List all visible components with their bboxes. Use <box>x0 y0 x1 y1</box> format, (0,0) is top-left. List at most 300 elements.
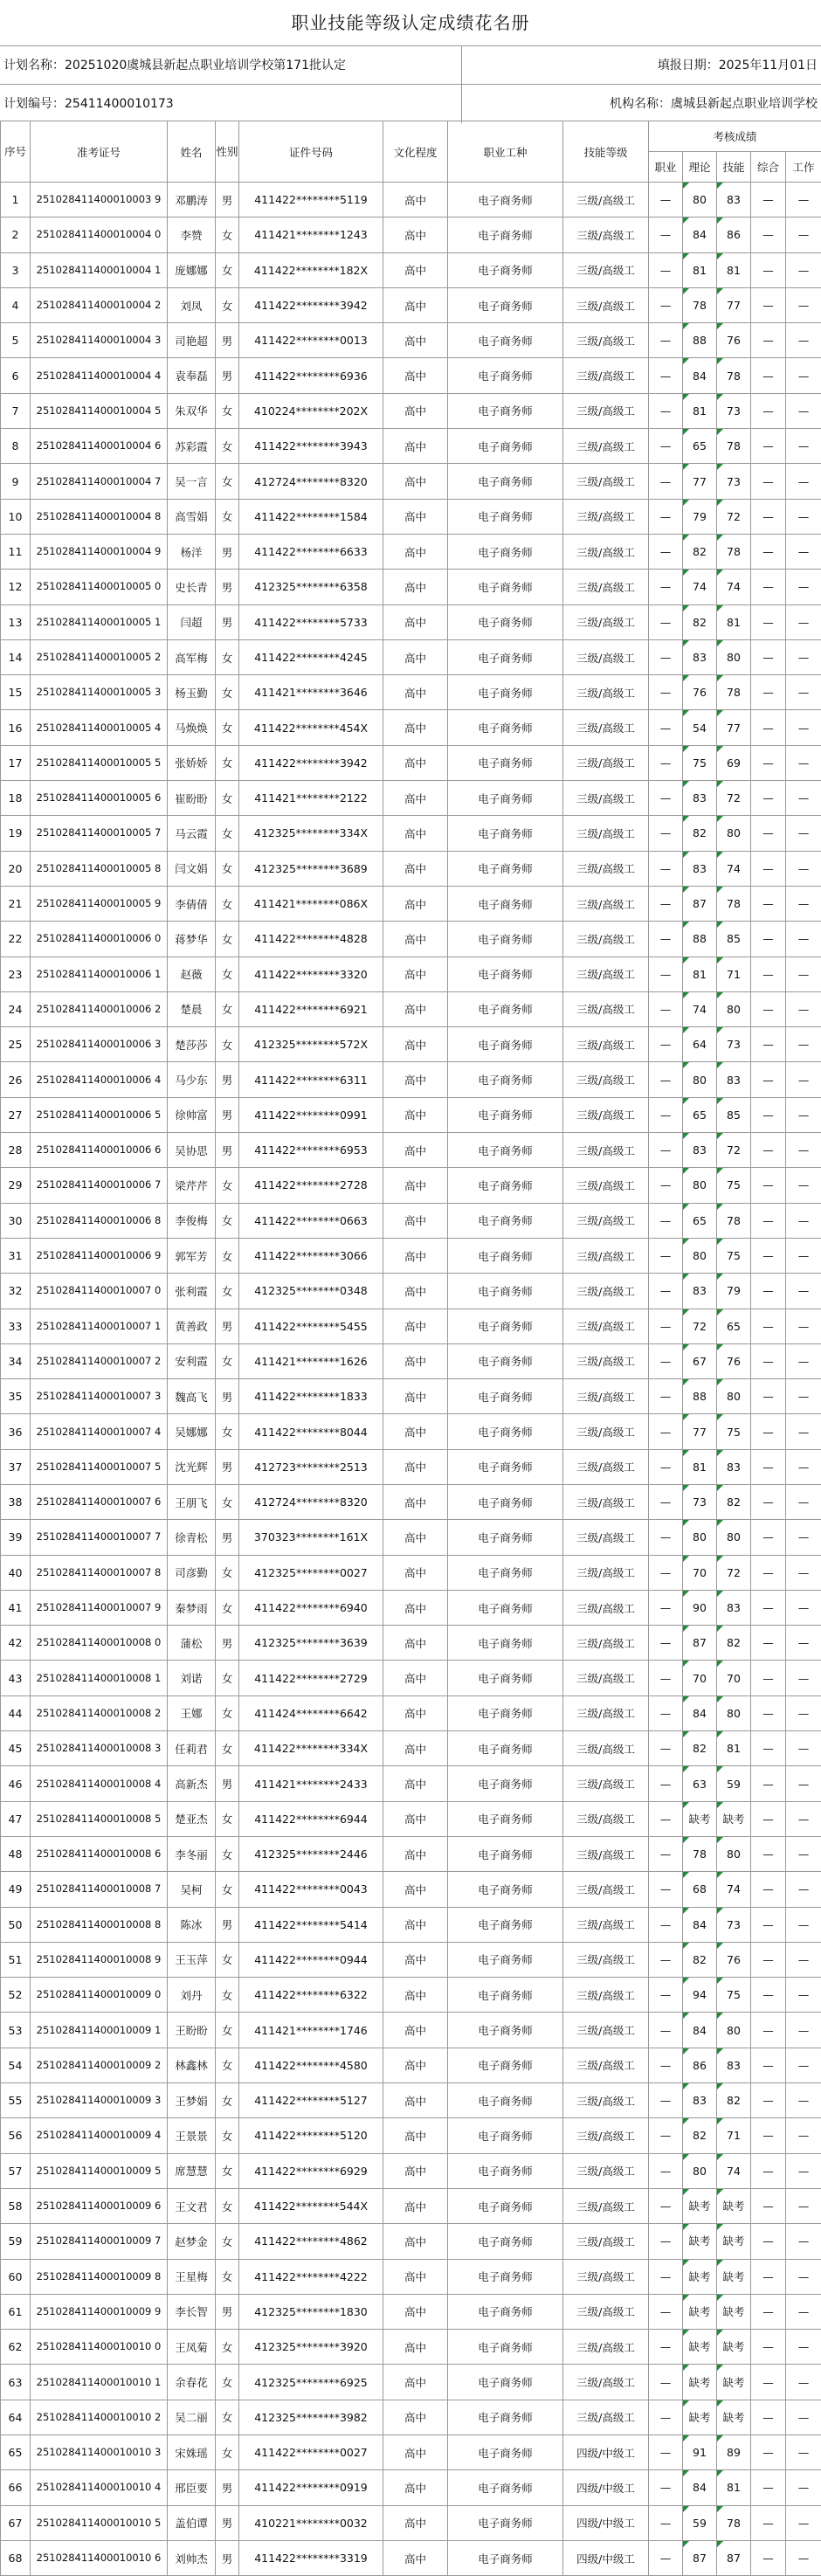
score-ll-cell: 88 <box>683 323 717 358</box>
exam-no-cell: 251028411400010006 7 <box>31 1168 168 1203</box>
gender-cell: 女 <box>216 710 239 745</box>
score-zh-cell: — <box>751 2365 786 2400</box>
table-row <box>1 2365 821 2400</box>
score-zy-cell: — <box>649 2153 683 2188</box>
plan-no-row <box>0 84 821 123</box>
score-zh-cell: — <box>751 781 786 816</box>
seq-cell: 62 <box>1 2330 31 2365</box>
score-zy-cell: — <box>649 604 683 639</box>
score-jn-cell: 89 <box>717 2435 751 2470</box>
score-ll-cell: 65 <box>683 429 717 464</box>
level-cell: 三级/高级工 <box>563 323 649 358</box>
seq-cell: 45 <box>1 1731 31 1766</box>
score-ll-cell: 64 <box>683 1027 717 1062</box>
id-no-cell: 411422********4222 <box>239 2259 383 2294</box>
score-zy-cell: — <box>649 745 683 780</box>
level-cell: 三级/高级工 <box>563 1379 649 1414</box>
education-cell: 高中 <box>383 1414 448 1449</box>
gender-cell: 男 <box>216 1309 239 1343</box>
header-name: 姓名 <box>168 121 216 183</box>
education-cell: 高中 <box>383 534 448 569</box>
exam-no-cell: 251028411400010005 4 <box>31 710 168 745</box>
level-cell: 三级/高级工 <box>563 851 649 886</box>
id-no-cell: 412325********2446 <box>239 1836 383 1871</box>
occupation-cell: 电子商务师 <box>448 1766 563 1801</box>
table-row <box>1 957 821 991</box>
name-cell: 闫超 <box>168 604 216 639</box>
gender-cell: 女 <box>216 957 239 991</box>
education-cell: 高中 <box>383 218 448 252</box>
score-ll-cell: 84 <box>683 358 717 393</box>
org-name <box>610 85 818 123</box>
occupation-cell: 电子商务师 <box>448 639 563 674</box>
exam-no-cell: 251028411400010008 8 <box>31 1907 168 1942</box>
score-zh-cell: — <box>751 816 786 851</box>
plan-info-row <box>0 45 821 85</box>
score-gz-cell: — <box>786 1695 821 1730</box>
seq-cell: 11 <box>1 534 31 569</box>
occupation-cell: 电子商务师 <box>448 1731 563 1766</box>
table-row <box>1 2083 821 2118</box>
occupation-cell: 电子商务师 <box>448 675 563 710</box>
exam-no-cell: 251028411400010009 3 <box>31 2083 168 2118</box>
name-cell: 王凤菊 <box>168 2330 216 2365</box>
level-cell: 三级/高级工 <box>563 1555 649 1590</box>
score-jn-cell: 缺考 <box>717 2365 751 2400</box>
score-zy-cell: — <box>649 675 683 710</box>
score-zy-cell: — <box>649 2294 683 2329</box>
report-date-label: 填报日期： <box>658 59 719 73</box>
level-cell: 三级/高级工 <box>563 1942 649 1977</box>
score-zh-cell: — <box>751 1801 786 1836</box>
exam-no-cell: 251028411400010007 2 <box>31 1343 168 1378</box>
exam-no-cell: 251028411400010010 6 <box>31 2540 168 2575</box>
name-cell: 邢臣要 <box>168 2470 216 2505</box>
header-score-col: 职业 <box>649 152 683 183</box>
exam-no-cell: 251028411400010007 5 <box>31 1449 168 1484</box>
name-cell: 余春花 <box>168 2365 216 2400</box>
score-jn-cell: 缺考 <box>717 2330 751 2365</box>
score-zy-cell: — <box>649 639 683 674</box>
occupation-cell: 电子商务师 <box>448 1203 563 1238</box>
id-no-cell: 411422********0663 <box>239 1203 383 1238</box>
education-cell: 高中 <box>383 2048 448 2082</box>
score-zy-cell: — <box>649 2400 683 2434</box>
gender-cell: 男 <box>216 534 239 569</box>
score-gz-cell: — <box>786 675 821 710</box>
exam-no-cell: 251028411400010008 7 <box>31 1872 168 1907</box>
table-row <box>1 1766 821 1801</box>
education-cell: 高中 <box>383 1449 448 1484</box>
score-gz-cell: — <box>786 1449 821 1484</box>
level-cell: 三级/高级工 <box>563 1027 649 1062</box>
score-ll-cell: 87 <box>683 886 717 921</box>
score-ll-cell: 83 <box>683 1133 717 1168</box>
seq-cell: 54 <box>1 2048 31 2082</box>
level-cell: 三级/高级工 <box>563 1097 649 1132</box>
education-cell: 高中 <box>383 183 448 218</box>
education-cell: 高中 <box>383 464 448 499</box>
education-cell: 高中 <box>383 358 448 393</box>
score-jn-cell: 73 <box>717 464 751 499</box>
score-zh-cell: — <box>751 287 786 322</box>
table-row <box>1 922 821 957</box>
score-zh-cell: — <box>751 1274 786 1309</box>
gender-cell: 女 <box>216 1414 239 1449</box>
level-cell: 三级/高级工 <box>563 745 649 780</box>
seq-cell: 26 <box>1 1062 31 1097</box>
level-cell: 三级/高级工 <box>563 1414 649 1449</box>
seq-cell: 5 <box>1 323 31 358</box>
score-zy-cell: — <box>649 1203 683 1238</box>
score-jn-cell: 缺考 <box>717 2259 751 2294</box>
exam-no-cell: 251028411400010004 9 <box>31 534 168 569</box>
table-row <box>1 781 821 816</box>
occupation-cell: 电子商务师 <box>448 1343 563 1378</box>
score-ll-cell: 59 <box>683 2505 717 2540</box>
level-cell: 三级/高级工 <box>563 1520 649 1555</box>
gender-cell: 男 <box>216 570 239 604</box>
score-zh-cell: — <box>751 2188 786 2223</box>
score-gz-cell: — <box>786 534 821 569</box>
gender-cell: 女 <box>216 1203 239 1238</box>
score-jn-cell: 72 <box>717 1133 751 1168</box>
exam-no-cell: 251028411400010008 5 <box>31 1801 168 1836</box>
score-gz-cell: — <box>786 1801 821 1836</box>
gender-cell: 女 <box>216 499 239 534</box>
score-table <box>0 121 821 2576</box>
score-jn-cell: 86 <box>717 218 751 252</box>
score-jn-cell: 缺考 <box>717 2188 751 2223</box>
plan-name <box>3 46 346 85</box>
education-cell: 高中 <box>383 2013 448 2048</box>
occupation-cell: 电子商务师 <box>448 534 563 569</box>
score-zh-cell: — <box>751 1836 786 1871</box>
score-gz-cell: — <box>786 781 821 816</box>
education-cell: 高中 <box>383 429 448 464</box>
occupation-cell: 电子商务师 <box>448 991 563 1026</box>
occupation-cell: 电子商务师 <box>448 2153 563 2188</box>
exam-no-cell: 251028411400010008 2 <box>31 1695 168 1730</box>
score-gz-cell: — <box>786 1836 821 1871</box>
org-name-label: 机构名称： <box>610 97 671 111</box>
score-zh-cell: — <box>751 464 786 499</box>
score-ll-cell: 80 <box>683 1062 717 1097</box>
name-cell: 王梦娟 <box>168 2083 216 2118</box>
name-cell: 张利霞 <box>168 1274 216 1309</box>
score-zy-cell: — <box>649 287 683 322</box>
score-ll-cell: 94 <box>683 1978 717 2013</box>
plan-no-value: 25411400010173 <box>65 97 174 111</box>
score-zh-cell: — <box>751 1449 786 1484</box>
occupation-cell: 电子商务师 <box>448 358 563 393</box>
occupation-cell: 电子商务师 <box>448 499 563 534</box>
education-cell: 高中 <box>383 1379 448 1414</box>
score-zy-cell: — <box>649 1414 683 1449</box>
name-cell: 秦梦雨 <box>168 1590 216 1625</box>
table-row <box>1 570 821 604</box>
level-cell: 三级/高级工 <box>563 1766 649 1801</box>
occupation-cell: 电子商务师 <box>448 710 563 745</box>
gender-cell: 男 <box>216 2505 239 2540</box>
level-cell: 三级/高级工 <box>563 1343 649 1378</box>
table-row <box>1 2048 821 2082</box>
seq-cell: 6 <box>1 358 31 393</box>
seq-cell: 61 <box>1 2294 31 2329</box>
id-no-cell: 411422********6311 <box>239 1062 383 1097</box>
education-cell: 高中 <box>383 922 448 957</box>
table-row <box>1 1836 821 1871</box>
name-cell: 吴二丽 <box>168 2400 216 2434</box>
score-zy-cell: — <box>649 464 683 499</box>
level-cell: 三级/高级工 <box>563 1274 649 1309</box>
score-ll-cell: 84 <box>683 218 717 252</box>
score-jn-cell: 78 <box>717 534 751 569</box>
occupation-cell: 电子商务师 <box>448 745 563 780</box>
name-cell: 盖伯谭 <box>168 2505 216 2540</box>
score-jn-cell: 71 <box>717 2118 751 2153</box>
table-row <box>1 1626 821 1661</box>
id-no-cell: 411421********3646 <box>239 675 383 710</box>
id-no-cell: 412325********6925 <box>239 2365 383 2400</box>
gender-cell: 男 <box>216 2470 239 2505</box>
table-row <box>1 2294 821 2329</box>
gender-cell: 男 <box>216 1907 239 1942</box>
score-zh-cell: — <box>751 886 786 921</box>
score-ll-cell: 84 <box>683 1907 717 1942</box>
seq-cell: 23 <box>1 957 31 991</box>
score-zy-cell: — <box>649 534 683 569</box>
id-no-cell: 410221********0032 <box>239 2505 383 2540</box>
seq-cell: 39 <box>1 1520 31 1555</box>
occupation-cell: 电子商务师 <box>448 1695 563 1730</box>
score-ll-cell: 78 <box>683 1836 717 1871</box>
seq-cell: 19 <box>1 816 31 851</box>
plan-name-value: 20251020虞城县新起点职业培训学校第171批认定 <box>65 59 346 73</box>
score-ll-cell: 缺考 <box>683 2259 717 2294</box>
exam-no-cell: 251028411400010009 9 <box>31 2294 168 2329</box>
education-cell: 高中 <box>383 1942 448 1977</box>
gender-cell: 女 <box>216 816 239 851</box>
level-cell: 三级/高级工 <box>563 534 649 569</box>
score-zy-cell: — <box>649 393 683 428</box>
table-row <box>1 1168 821 1203</box>
id-no-cell: 411422********6322 <box>239 1978 383 2013</box>
level-cell: 三级/高级工 <box>563 2259 649 2294</box>
score-jn-cell: 85 <box>717 1097 751 1132</box>
name-cell: 闫文娟 <box>168 851 216 886</box>
score-zh-cell: — <box>751 429 786 464</box>
header-score-col: 工作 <box>786 152 821 183</box>
score-zh-cell: — <box>751 2083 786 2118</box>
education-cell: 高中 <box>383 2400 448 2434</box>
level-cell: 三级/高级工 <box>563 816 649 851</box>
score-jn-cell: 75 <box>717 1168 751 1203</box>
education-cell: 高中 <box>383 1555 448 1590</box>
exam-no-cell: 251028411400010006 0 <box>31 922 168 957</box>
score-ll-cell: 80 <box>683 2153 717 2188</box>
education-cell: 高中 <box>383 1661 448 1695</box>
score-zy-cell: — <box>649 183 683 218</box>
score-zy-cell: — <box>649 2470 683 2505</box>
seq-cell: 8 <box>1 429 31 464</box>
level-cell: 三级/高级工 <box>563 1801 649 1836</box>
name-cell: 沈光辉 <box>168 1449 216 1484</box>
score-gz-cell: — <box>786 2294 821 2329</box>
seq-cell: 27 <box>1 1097 31 1132</box>
name-cell: 朱双华 <box>168 393 216 428</box>
score-jn-cell: 83 <box>717 1449 751 1484</box>
id-no-cell: 411422********6921 <box>239 991 383 1026</box>
exam-no-cell: 251028411400010006 3 <box>31 1027 168 1062</box>
table-row <box>1 1520 821 1555</box>
score-jn-cell: 59 <box>717 1766 751 1801</box>
exam-no-cell: 251028411400010007 3 <box>31 1379 168 1414</box>
name-cell: 高军梅 <box>168 639 216 674</box>
seq-cell: 32 <box>1 1274 31 1309</box>
education-cell: 高中 <box>383 1590 448 1625</box>
occupation-cell: 电子商务师 <box>448 1555 563 1590</box>
score-gz-cell: — <box>786 464 821 499</box>
score-zh-cell: — <box>751 1590 786 1625</box>
score-jn-cell: 缺考 <box>717 2224 751 2259</box>
score-jn-cell: 83 <box>717 2048 751 2082</box>
score-gz-cell: — <box>786 816 821 851</box>
level-cell: 三级/高级工 <box>563 2400 649 2434</box>
exam-no-cell: 251028411400010010 2 <box>31 2400 168 2434</box>
table-row <box>1 886 821 921</box>
level-cell: 三级/高级工 <box>563 1168 649 1203</box>
id-no-cell: 411422********4828 <box>239 922 383 957</box>
score-zy-cell: — <box>649 1449 683 1484</box>
table-row <box>1 1449 821 1484</box>
score-zy-cell: — <box>649 1907 683 1942</box>
score-gz-cell: — <box>786 1907 821 1942</box>
education-cell: 高中 <box>383 675 448 710</box>
score-ll-cell: 84 <box>683 2013 717 2048</box>
name-cell: 高新杰 <box>168 1766 216 1801</box>
seq-cell: 7 <box>1 393 31 428</box>
exam-no-cell: 251028411400010010 4 <box>31 2470 168 2505</box>
education-cell: 高中 <box>383 393 448 428</box>
seq-cell: 50 <box>1 1907 31 1942</box>
name-cell: 王玉萍 <box>168 1942 216 1977</box>
id-no-cell: 412724********8320 <box>239 1484 383 1519</box>
gender-cell: 女 <box>216 1238 239 1273</box>
level-cell: 三级/高级工 <box>563 1203 649 1238</box>
seq-cell: 18 <box>1 781 31 816</box>
name-cell: 徐青松 <box>168 1520 216 1555</box>
id-no-cell: 412325********3920 <box>239 2330 383 2365</box>
occupation-cell: 电子商务师 <box>448 183 563 218</box>
education-cell: 高中 <box>383 2470 448 2505</box>
exam-no-cell: 251028411400010009 6 <box>31 2188 168 2223</box>
table-row <box>1 991 821 1026</box>
level-cell: 三级/高级工 <box>563 393 649 428</box>
seq-cell: 4 <box>1 287 31 322</box>
score-gz-cell: — <box>786 1379 821 1414</box>
score-gz-cell: — <box>786 2470 821 2505</box>
gender-cell: 女 <box>216 1836 239 1871</box>
id-no-cell: 411422********4245 <box>239 639 383 674</box>
level-cell: 三级/高级工 <box>563 183 649 218</box>
exam-no-cell: 251028411400010007 8 <box>31 1555 168 1590</box>
score-ll-cell: 73 <box>683 1484 717 1519</box>
education-cell: 高中 <box>383 1626 448 1661</box>
score-jn-cell: 72 <box>717 1555 751 1590</box>
seq-cell: 60 <box>1 2259 31 2294</box>
seq-cell: 31 <box>1 1238 31 1273</box>
name-cell: 郭军芳 <box>168 1238 216 1273</box>
score-gz-cell: — <box>786 1414 821 1449</box>
gender-cell: 女 <box>216 429 239 464</box>
occupation-cell: 电子商务师 <box>448 1661 563 1695</box>
score-gz-cell: — <box>786 2365 821 2400</box>
score-zy-cell: — <box>649 1731 683 1766</box>
level-cell: 三级/高级工 <box>563 1238 649 1273</box>
score-gz-cell: — <box>786 252 821 287</box>
education-cell: 高中 <box>383 1097 448 1132</box>
score-ll-cell: 缺考 <box>683 2365 717 2400</box>
header-score-col: 综合 <box>751 152 786 183</box>
score-jn-cell: 82 <box>717 1626 751 1661</box>
gender-cell: 男 <box>216 1062 239 1097</box>
score-ll-cell: 70 <box>683 1555 717 1590</box>
occupation-cell: 电子商务师 <box>448 218 563 252</box>
seq-cell: 14 <box>1 639 31 674</box>
name-cell: 马云霞 <box>168 816 216 851</box>
score-gz-cell: — <box>786 1872 821 1907</box>
score-gz-cell: — <box>786 2540 821 2575</box>
seq-cell: 28 <box>1 1133 31 1168</box>
score-zy-cell: — <box>649 957 683 991</box>
exam-no-cell: 251028411400010008 6 <box>31 1836 168 1871</box>
table-row <box>1 323 821 358</box>
name-cell: 吴一言 <box>168 464 216 499</box>
id-no-cell: 411422********182X <box>239 252 383 287</box>
occupation-cell: 电子商务师 <box>448 1978 563 2013</box>
education-cell: 高中 <box>383 2153 448 2188</box>
education-cell: 高中 <box>383 1484 448 1519</box>
gender-cell: 女 <box>216 781 239 816</box>
score-jn-cell: 78 <box>717 429 751 464</box>
id-no-cell: 411422********4862 <box>239 2224 383 2259</box>
score-zh-cell: — <box>751 2153 786 2188</box>
name-cell: 崔盼盼 <box>168 781 216 816</box>
id-no-cell: 411422********3066 <box>239 1238 383 1273</box>
header-score-col: 技能 <box>717 152 751 183</box>
table-row <box>1 358 821 393</box>
education-cell: 高中 <box>383 1978 448 2013</box>
education-cell: 高中 <box>383 2330 448 2365</box>
id-no-cell: 411422********0944 <box>239 1942 383 1977</box>
gender-cell: 女 <box>216 1343 239 1378</box>
occupation-cell: 电子商务师 <box>448 1274 563 1309</box>
score-jn-cell: 81 <box>717 604 751 639</box>
seq-cell: 17 <box>1 745 31 780</box>
seq-cell: 33 <box>1 1309 31 1343</box>
score-zy-cell: — <box>649 1133 683 1168</box>
level-cell: 四级/中级工 <box>563 2540 649 2575</box>
id-no-cell: 411422********5127 <box>239 2083 383 2118</box>
table-row <box>1 1414 821 1449</box>
occupation-cell: 电子商务师 <box>448 2365 563 2400</box>
id-no-cell: 411422********3320 <box>239 957 383 991</box>
level-cell: 三级/高级工 <box>563 1062 649 1097</box>
score-jn-cell: 81 <box>717 252 751 287</box>
level-cell: 三级/高级工 <box>563 218 649 252</box>
score-jn-cell: 81 <box>717 1731 751 1766</box>
